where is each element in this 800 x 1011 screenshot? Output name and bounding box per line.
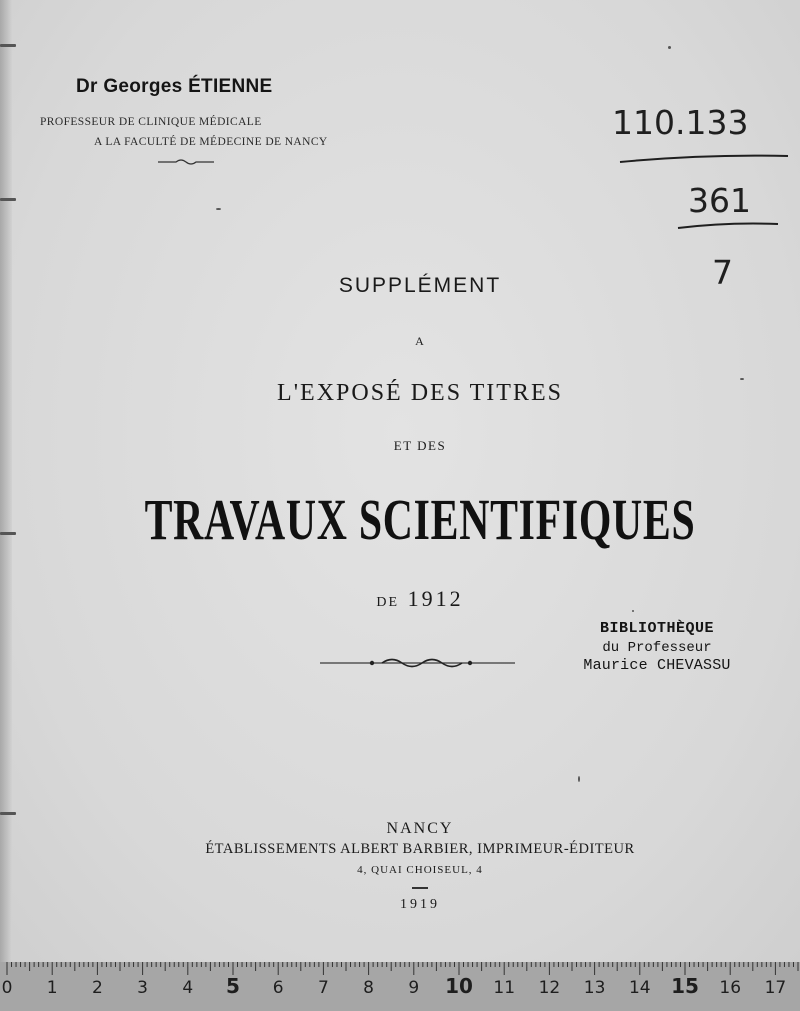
handwritten-number-1: 110.133 bbox=[612, 103, 749, 142]
title-et-des: ET DES bbox=[393, 438, 447, 453]
title-date-year: 1912 bbox=[407, 586, 464, 611]
title-a: A bbox=[415, 334, 425, 348]
publisher-city: NANCY bbox=[386, 820, 454, 837]
paper-speck bbox=[740, 378, 744, 380]
stamp-professor: du Professeur bbox=[602, 640, 712, 656]
publisher-name: ÉTABLISSEMENTS ALBERT BARBIER, IMPRIMEUR-ÉDITEUR bbox=[205, 841, 635, 857]
binding-staple bbox=[0, 44, 16, 47]
handwritten-underline-1 bbox=[620, 156, 788, 162]
ruler-label: 8 bbox=[363, 978, 375, 998]
title-date-prefix: DE bbox=[376, 595, 400, 610]
title-supplement: SUPPLÉMENT bbox=[338, 274, 502, 297]
author-position-line1: PROFESSEUR DE CLINIQUE MÉDICALE bbox=[40, 116, 262, 128]
measuring-ruler bbox=[0, 962, 800, 1011]
ruler-label: 7 bbox=[317, 978, 329, 998]
ruler-label: 11 bbox=[493, 978, 516, 998]
author-position-line2: A LA FACULTÉ DE MÉDECINE DE NANCY bbox=[94, 136, 328, 148]
ruler-label: 4 bbox=[182, 978, 194, 998]
library-stamp bbox=[574, 620, 740, 674]
binding-staple bbox=[0, 198, 16, 201]
paper-speck bbox=[668, 46, 671, 49]
ruler-label: 3 bbox=[137, 978, 149, 998]
ruler-label: 15 bbox=[671, 974, 699, 998]
ruler-label: 12 bbox=[538, 978, 561, 998]
stamp-owner-name: Maurice CHEVASSU bbox=[583, 657, 731, 674]
year-dash bbox=[412, 887, 428, 889]
ruler-label: 14 bbox=[628, 978, 651, 998]
ruler-label: 13 bbox=[583, 978, 606, 998]
publication-year: 1919 bbox=[400, 897, 440, 912]
binding-staple bbox=[0, 812, 16, 815]
paper-speck bbox=[578, 776, 580, 782]
publisher-address: 4, QUAI CHOISEUL, 4 bbox=[357, 864, 483, 876]
ornamental-rule bbox=[320, 655, 515, 671]
ruler-label: 0 bbox=[1, 978, 13, 998]
handwritten-number-2: 361 bbox=[688, 181, 751, 220]
author-title: Dr bbox=[76, 76, 98, 97]
stamp-library: BIBLIOTHÈQUE bbox=[599, 620, 715, 637]
title-expose: L'EXPOSÉ DES TITRES bbox=[277, 380, 563, 406]
ruler-label: 1 bbox=[46, 978, 58, 998]
ruler-label: 6 bbox=[272, 978, 284, 998]
ruler-label: 16 bbox=[719, 978, 742, 998]
ruler-label: 5 bbox=[226, 974, 240, 998]
author-fullname: Georges ÉTIENNE bbox=[103, 76, 273, 97]
author-flourish-ornament bbox=[156, 156, 216, 168]
binding-staple bbox=[0, 532, 16, 535]
handwritten-number-3: 7 bbox=[712, 253, 733, 292]
title-date bbox=[0, 586, 800, 612]
ruler-label: 9 bbox=[408, 978, 420, 998]
handwritten-underline-2 bbox=[678, 224, 778, 229]
ruler-label: 2 bbox=[91, 978, 103, 998]
binding-edge bbox=[0, 0, 12, 962]
author-name bbox=[76, 76, 273, 98]
paper-speck bbox=[632, 610, 634, 612]
title-main: TRAVAUX SCIENTIFIQUES bbox=[144, 487, 696, 552]
ruler-label: 10 bbox=[445, 974, 473, 998]
paper-speck bbox=[216, 208, 221, 210]
ruler-label: 17 bbox=[764, 978, 787, 998]
